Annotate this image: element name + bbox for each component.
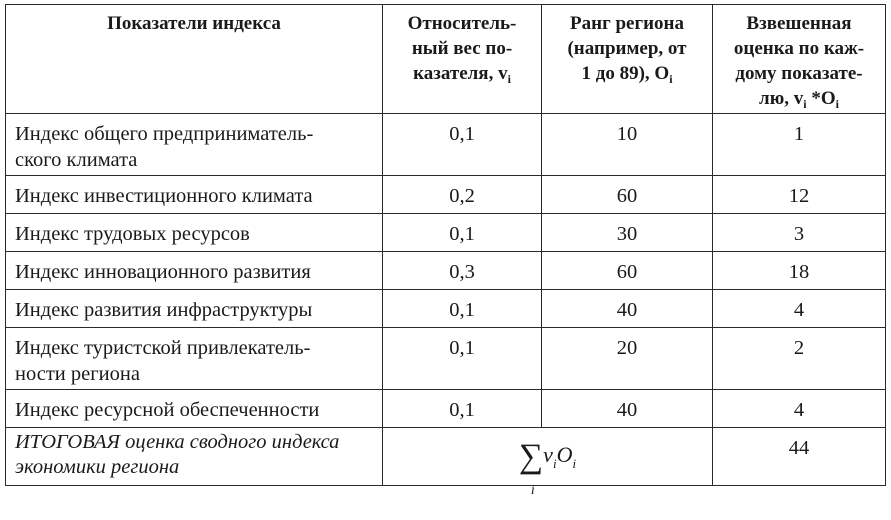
header-indicators: Показатели индекса — [6, 5, 383, 114]
rank-cell: 60 — [542, 252, 713, 290]
table-row — [6, 328, 886, 390]
indicator-name: Индекс ресурсной обеспеченности — [6, 390, 383, 428]
score-cell: 18 — [713, 252, 886, 290]
total-label: ИТОГОВАЯ оценка сводного индекса экономики региона — [6, 428, 383, 486]
score-cell: 2 — [713, 328, 886, 390]
total-formula — [383, 428, 713, 498]
weight-cell: 0,3 — [383, 252, 542, 290]
indicator-name: Индекс инновационного развития — [6, 252, 383, 290]
index-table — [5, 4, 886, 498]
weight-cell: 0,1 — [383, 328, 542, 390]
weight-cell: 0,1 — [383, 390, 542, 428]
indicator-name: Индекс общего предприниматель- ского климата — [6, 114, 383, 176]
header-relative-weight: Относитель- ный вес по- казателя, $v_i$ — [383, 5, 542, 114]
weight-cell: 0,1 — [383, 114, 542, 176]
weight-cell: 0,2 — [383, 176, 542, 214]
rank-cell: 20 — [542, 328, 713, 390]
score-cell: 4 — [713, 390, 886, 428]
indicator-name: Индекс туристской привлекатель- ности региона — [6, 328, 383, 390]
rank-cell: 60 — [542, 176, 713, 214]
total-value: 44 — [713, 428, 886, 486]
total-row — [6, 428, 886, 486]
table-row — [6, 390, 886, 428]
rank-cell: 30 — [542, 214, 713, 252]
table-row — [6, 114, 886, 176]
indicator-name: Индекс развития инфраструктуры — [6, 290, 383, 328]
table-row — [6, 290, 886, 328]
table-row — [6, 252, 886, 290]
header-weighted-score: Взвешенная оценка по каж- дому показате- лю, $v_i$ $*O_i$ — [713, 5, 886, 114]
indicator-name: Индекс инвестиционного климата — [6, 176, 383, 214]
score-cell: 1 — [713, 114, 886, 176]
header-region-rank: Ранг региона (например, от 1 до 89), $O_i$ — [542, 5, 713, 114]
rank-cell: 40 — [542, 390, 713, 428]
table-row — [6, 176, 886, 214]
weight-cell: 0,1 — [383, 290, 542, 328]
rank-cell: 40 — [542, 290, 713, 328]
weight-cell: 0,1 — [383, 214, 542, 252]
score-cell: 12 — [713, 176, 886, 214]
header-row — [6, 5, 886, 114]
table-row — [6, 214, 886, 252]
score-cell: 4 — [713, 290, 886, 328]
sum-formula: $\sum v_iO_i$ i — [518, 437, 577, 498]
score-cell: 3 — [713, 214, 886, 252]
indicator-name: Индекс трудовых ресурсов — [6, 214, 383, 252]
rank-cell: 10 — [542, 114, 713, 176]
